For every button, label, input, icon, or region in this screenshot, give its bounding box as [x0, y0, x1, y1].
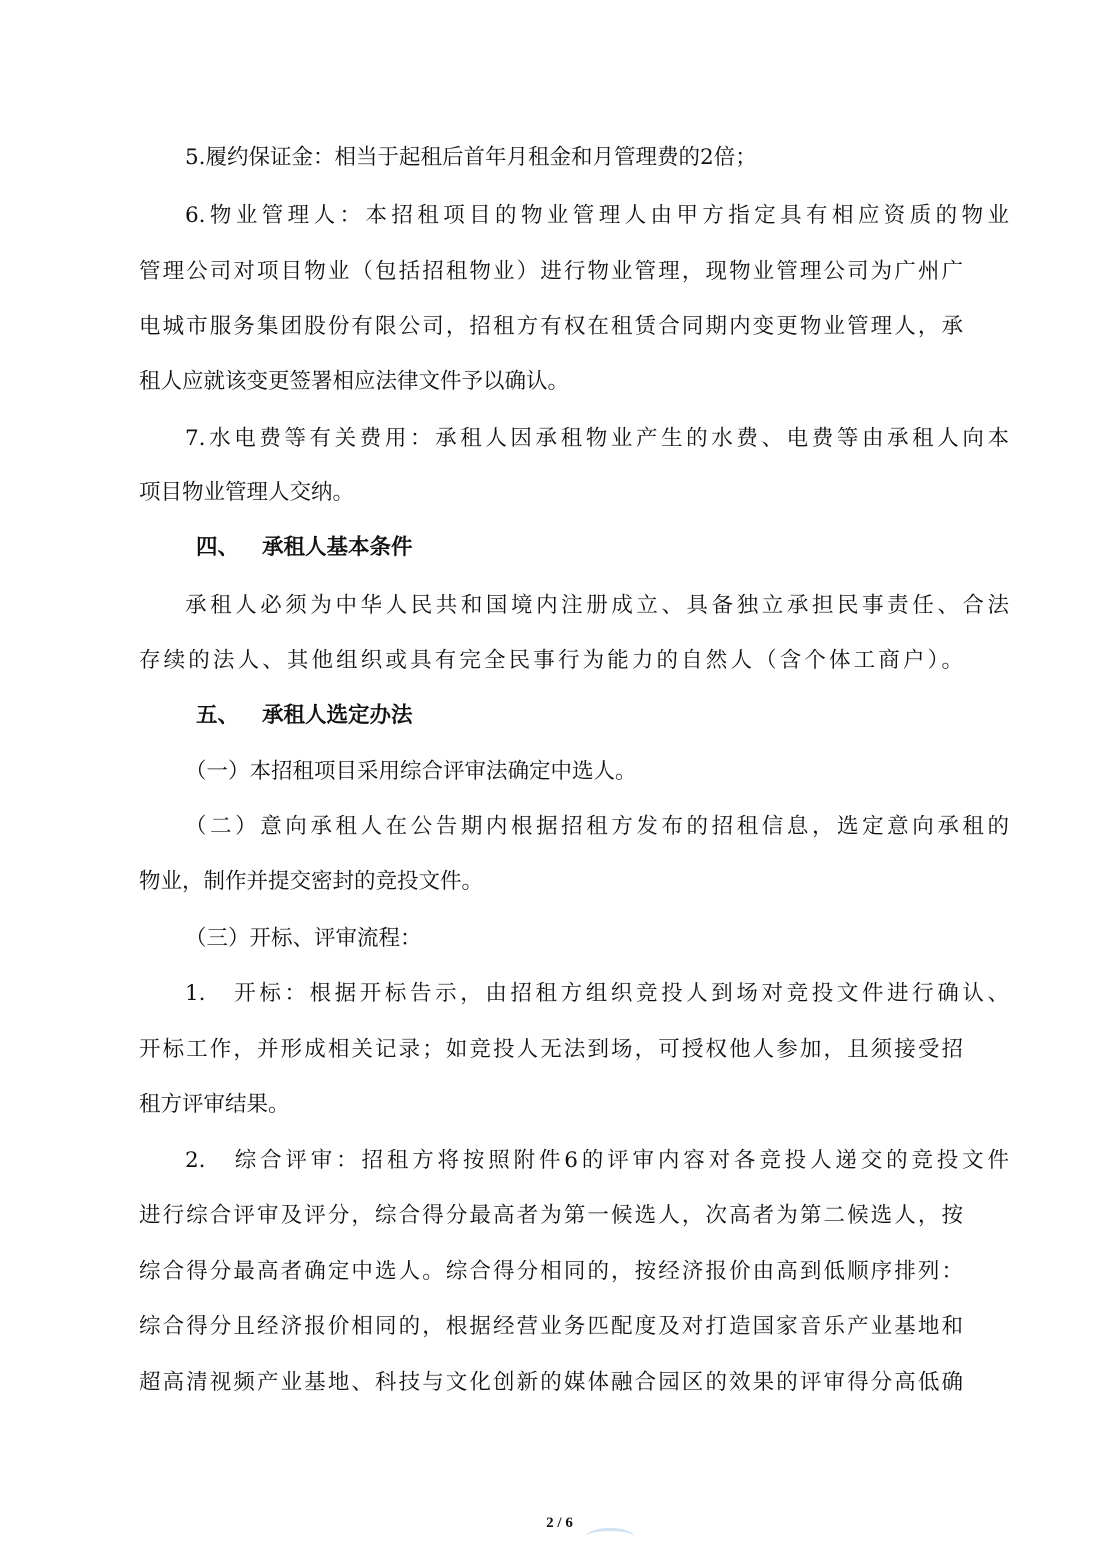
paragraph-line: 综合得分最高者确定中选人。综合得分相同的，按经济报价由高到低顺序排列：	[139, 1259, 963, 1284]
paragraph-line: 项目物业管理人交纳。	[139, 480, 355, 505]
paragraph-line: 物业，制作并提交密封的竞投文件。	[139, 869, 484, 894]
paragraph-line: 1. 开标：根据开标告示，由招租方组织竞投人到场对竞投文件进行确认、	[185, 981, 1009, 1006]
paragraph-line: 进行综合评审及评分，综合得分最高者为第一候选人，次高者为第二候选人，按	[139, 1203, 963, 1228]
paragraph-line: 电城市服务集团股份有限公司，招租方有权在租赁合同期内变更物业管理人，承	[139, 314, 963, 339]
paragraph-line: 开标工作，并形成相关记录；如竞投人无法到场，可授权他人参加，且须接受招	[139, 1037, 963, 1062]
paragraph-line: 管理公司对项目物业（包括招租物业）进行物业管理，现物业管理公司为广州广	[139, 259, 963, 284]
paragraph-line: 超高清视频产业基地、科技与文化创新的媒体融合园区的效果的评审得分高低确	[139, 1370, 963, 1395]
paragraph-line: （一）本招租项目采用综合评审法确定中选人。	[185, 759, 637, 784]
paragraph-line: 存续的法人、其他组织或具有完全民事行为能力的自然人（含个体工商户）。	[139, 648, 963, 673]
paragraph-line: （三）开标、评审流程：	[185, 926, 422, 951]
section-number: 四、	[196, 535, 240, 560]
section-number: 五、	[196, 703, 240, 728]
paragraph-line: 承租人必须为中华人民共和国境内注册成立、具备独立承担民事责任、合法	[185, 593, 1009, 618]
section-heading	[196, 532, 413, 564]
paragraph-line: 7.水电费等有关费用：承租人因承租物业产生的水费、电费等由承租人向本	[185, 426, 1009, 451]
paragraph-line: 6.物业管理人：本招租项目的物业管理人由甲方指定具有相应资质的物业	[185, 203, 1009, 228]
decorative-arc	[586, 1528, 634, 1545]
page-number: 2 / 6	[546, 1515, 573, 1531]
section-title: 承租人基本条件	[262, 535, 413, 560]
section-heading	[196, 700, 413, 732]
paragraph-line: （二）意向承租人在公告期内根据招租方发布的招租信息，选定意向承租的	[185, 814, 1009, 839]
paragraph-line: 综合得分且经济报价相同的，根据经营业务匹配度及对打造国家音乐产业基地和	[139, 1314, 963, 1339]
section-title: 承租人选定办法	[262, 703, 413, 728]
paragraph-line: 租人应就该变更签署相应法律文件予以确认。	[139, 369, 570, 394]
paragraph-line: 2. 综合评审：招租方将按照附件6的评审内容对各竞投人递交的竞投文件	[185, 1148, 1009, 1173]
paragraph-line: 5.履约保证金：相当于起租后首年月租金和月管理费的2倍；	[185, 145, 757, 170]
paragraph-line: 租方评审结果。	[139, 1092, 290, 1117]
